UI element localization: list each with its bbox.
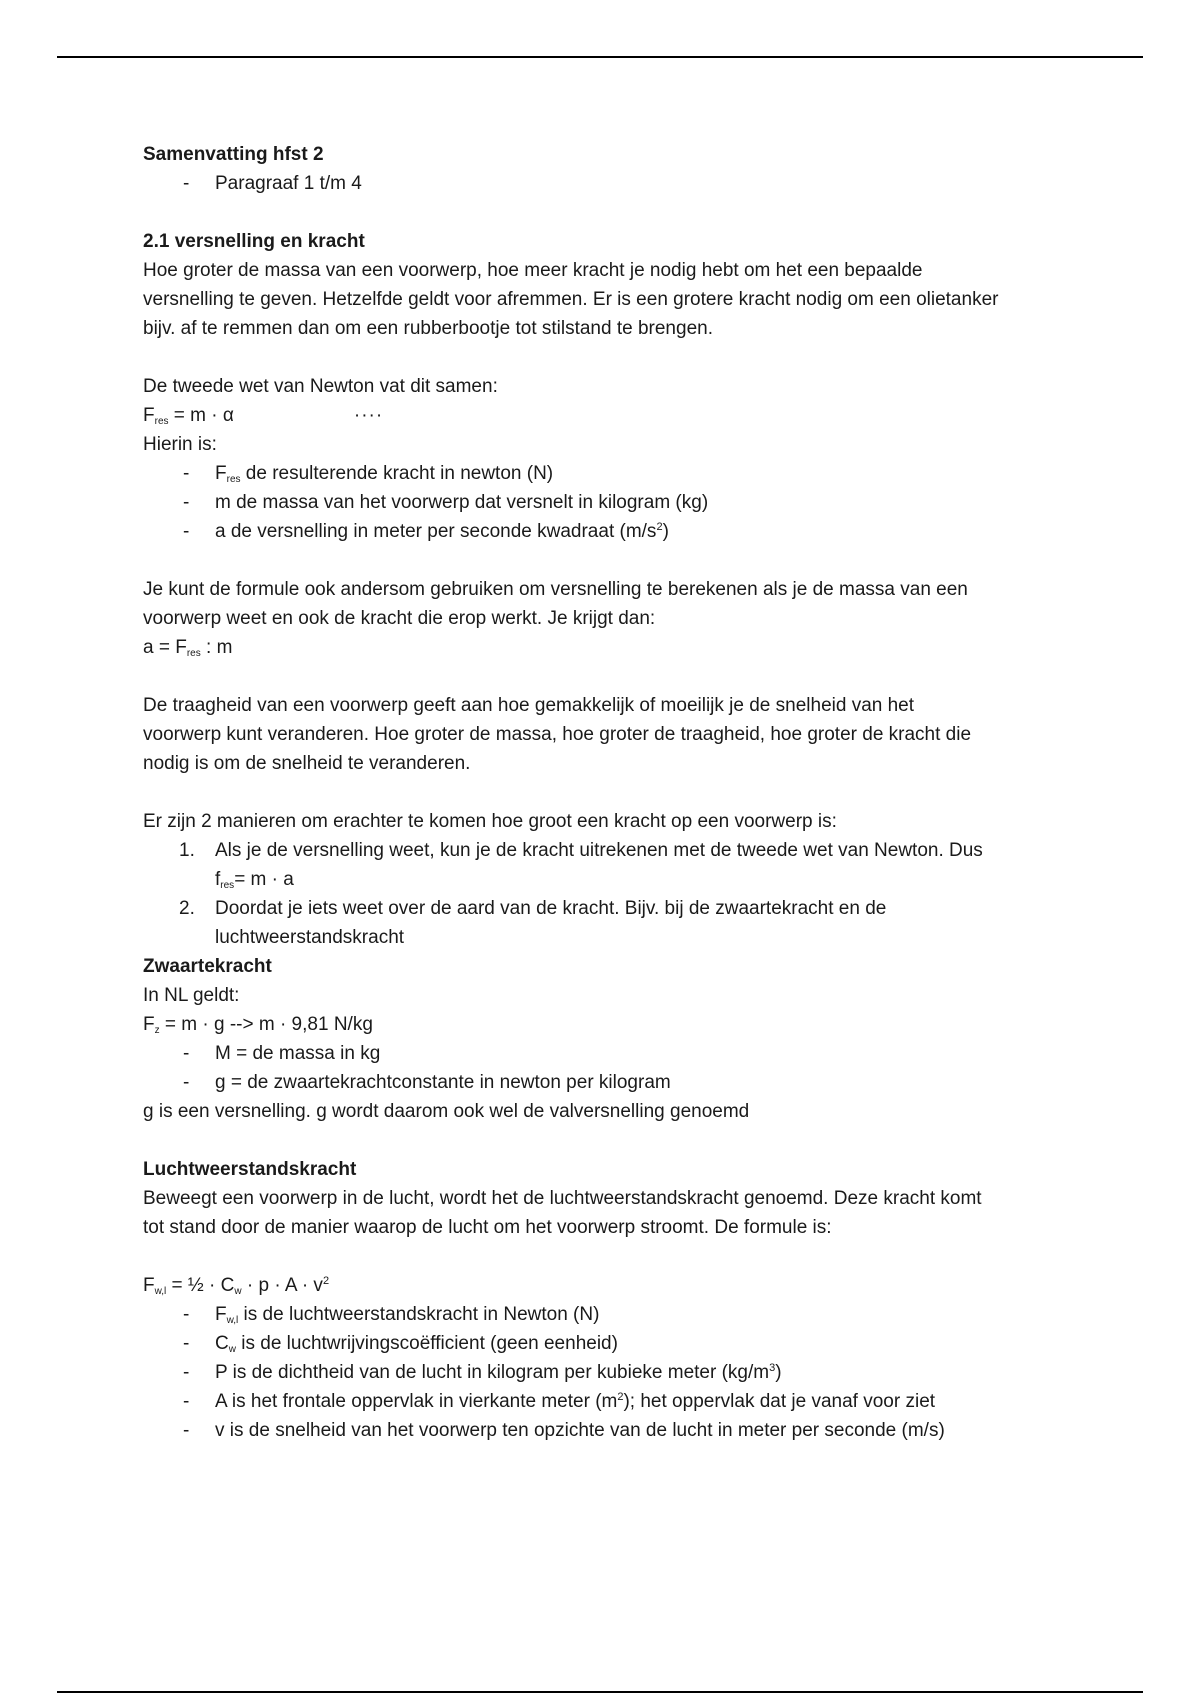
paragraph-line: versnelling te geven. Hetzelfde geldt voor afremmen. Er is een grotere kracht nodig om een olietanker xyxy=(143,289,999,310)
paragraph-line: voorwerp kunt veranderen. Hoe groter de massa, hoe groter de traagheid, hoe groter de kracht die xyxy=(143,724,972,745)
section-heading-2-1: 2.1 versnelling en kracht xyxy=(143,231,365,252)
list-item: - $F_{res}$ de resulterende kracht in newton (N) xyxy=(143,459,1063,488)
list-item: - P is de dichtheid van de lucht in kilogram per kubieke meter $(kg/m^3)$ xyxy=(143,1358,1063,1387)
list-item: 1. Als je de versnelling weet, kun je de kracht uitrekenen met de tweede wet van Newton. Dus $f_{res}= m \cdot a$ xyxy=(179,840,983,891)
gravity-note: g is een versnelling. g wordt daarom ook wel de valversnelling genoemd xyxy=(143,1101,750,1122)
ways-intro: Er zijn 2 manieren om erachter te komen hoe groot een kracht op een voorwerp is: xyxy=(143,811,837,832)
gravity-list xyxy=(143,1039,1063,1097)
newton-formula: $F_{res} = m \cdot \alpha$ ···· xyxy=(143,405,384,427)
acceleration-formula: $a = F_{res}$ : m xyxy=(143,637,233,659)
list-item: - g = de zwaartekrachtconstante in newton per kilogram xyxy=(143,1068,1063,1097)
paragraph-line: Je kunt de formule ook andersom gebruiken om versnelling te berekenen als je de massa van een xyxy=(143,579,968,600)
paragraph-line: Beweegt een voorwerp in de lucht, wordt het de luchtweerstandskracht genoemd. Deze kracht komt xyxy=(143,1188,982,1209)
page-title: Samenvatting hfst 2 xyxy=(143,144,324,165)
intro-list xyxy=(143,169,1063,198)
definition-list xyxy=(143,459,1063,546)
list-item: - $F_{w,l}$ is de luchtweerstandskracht in Newton (N) xyxy=(143,1300,1063,1329)
drag-formula: $F_{w,l}$ = ½ · $C_w \cdot p \cdot A \cdot v^2$ xyxy=(143,1275,330,1297)
ways-list xyxy=(143,836,1063,952)
in-nl-label: In NL geldt: xyxy=(143,985,240,1006)
list-item: 2. Doordat je iets weet over de aard van de kracht. Bijv. bij de zwaartekracht en de luchtweerstandskracht xyxy=(179,898,887,948)
list-item: - $C_w$ is de luchtwrijvingscoëfficient (geen eenheid) xyxy=(143,1329,1063,1358)
drag-list xyxy=(143,1300,1063,1445)
hierin-label: Hierin is: xyxy=(143,434,217,455)
section-heading-luchtweerstand: Luchtweerstandskracht xyxy=(143,1159,357,1180)
list-item: - A is het frontale oppervlak in vierkante meter $(m^2)$; het oppervlak dat je vanaf voor ziet xyxy=(143,1387,1063,1416)
list-item: - Paragraaf 1 t/m 4 xyxy=(143,169,1063,198)
paragraph-line: Hoe groter de massa van een voorwerp, hoe meer kracht je nodig hebt om het een bepaalde xyxy=(143,260,923,281)
footer-rule xyxy=(57,1691,1143,1693)
gravity-formula: $F_z = m \cdot g$ --> m · 9,81 N/kg xyxy=(143,1014,373,1036)
paragraph-line: De traagheid van een voorwerp geeft aan hoe gemakkelijk of moeilijk je de snelheid van het xyxy=(143,695,915,716)
paragraph-line: nodig is om de snelheid te veranderen. xyxy=(143,753,471,774)
paragraph-line: tot stand door de manier waarop de lucht om het voorwerp stroomt. De formule is: xyxy=(143,1217,832,1238)
list-item: - m de massa van het voorwerp dat versnelt in kilogram (kg) xyxy=(143,488,1063,517)
paragraph-line: voorwerp weet en ook de kracht die erop werkt. Je krijgt dan: xyxy=(143,608,656,629)
document-body xyxy=(143,140,1063,1445)
list-item: - M = de massa in kg xyxy=(143,1039,1063,1068)
list-item: - v is de snelheid van het voorwerp ten opzichte van de lucht in meter per seconde (m/s) xyxy=(143,1416,1063,1445)
paragraph-line: bijv. af te remmen dan om een rubberbootje tot stilstand te brengen. xyxy=(143,318,713,339)
list-item: - a de versnelling in meter per seconde kwadraat $(m/s^2)$ xyxy=(143,517,1063,546)
header-rule xyxy=(57,56,1143,58)
section-heading-zwaartekracht: Zwaartekracht xyxy=(143,956,272,977)
newton-intro: De tweede wet van Newton vat dit samen: xyxy=(143,376,498,397)
